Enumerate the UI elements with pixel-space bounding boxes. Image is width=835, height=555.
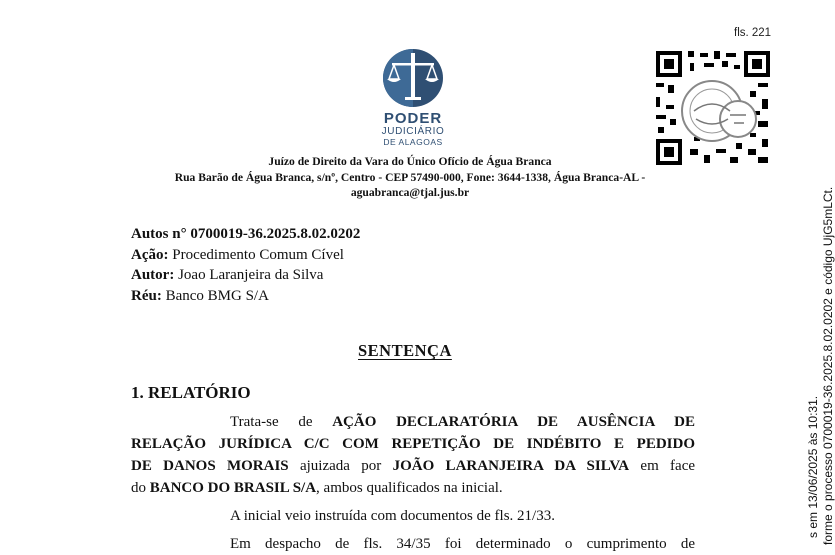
action-label: Ação:: [131, 246, 169, 263]
plaintiff-label: Autor:: [131, 267, 175, 283]
plaintiff-row: [131, 265, 360, 286]
text-run: ajuizada por: [288, 458, 393, 474]
defendant-value: Banco BMG S/A: [165, 287, 269, 304]
court-email: aguabranca@tjal.jus.br: [350, 186, 470, 200]
text-run-bold: DE DANOS MORAIS: [131, 458, 289, 474]
court-name: Juízo de Direito da Vara do Único Ofício de Água Branca: [268, 155, 552, 168]
seal-text-line3: DE ALAGOAS: [383, 137, 443, 147]
text-run: , ambos qualificados na inicial.: [316, 480, 503, 496]
side-validation-line1: s em 13/06/2025 às 10:31.: [806, 395, 820, 538]
court-header: [100, 154, 720, 201]
seal-text-line2: JUDICIÁRIO: [381, 126, 445, 137]
text-run: Trata-se de: [230, 414, 333, 430]
paragraph-2: A inicial veio instruída com documentos de fls. 21/33.: [230, 508, 555, 524]
paragraph-1-line-1: [131, 411, 695, 433]
qr-code-icon: [654, 49, 772, 167]
paragraph-1-line-2: [131, 433, 695, 455]
case-number: 0700019-36.2025.8.02.0202: [190, 226, 361, 242]
defendant-row: [131, 286, 360, 307]
case-number-row: [131, 224, 360, 245]
side-validation-line2: forme o processo 0700019-36.2025.8.02.0202 e código UjG5mLCt.: [821, 186, 835, 545]
section-heading-relatorio: 1. RELATÓRIO: [131, 383, 251, 402]
paragraph-1-line-3: [131, 455, 695, 477]
text-run-bold: JOÃO LARANJEIRA DA SILVA: [392, 458, 630, 474]
page-number: fls. 221: [734, 27, 772, 39]
document-title: SENTENÇA: [358, 341, 452, 360]
judiciary-seal-logo: [370, 47, 456, 157]
scales-of-justice-icon: [370, 47, 456, 109]
seal-text-line1: PODER: [383, 110, 443, 127]
court-address: Rua Barão de Água Branca, s/nº, Centro - CEP 57490-000, Fone: 3644-1338, Água Branca-AL -: [174, 170, 646, 184]
text-run: do: [131, 480, 150, 496]
action-value: Procedimento Comum Cível: [172, 246, 344, 263]
defendant-label: Réu:: [131, 287, 162, 304]
action-row: [131, 245, 360, 266]
text-run-bold: AÇÃO DECLARATÓRIA DE AUSÊNCIA DE: [332, 414, 695, 430]
plaintiff-value: Joao Laranjeira da Silva: [178, 267, 324, 283]
paragraph-3-line-1: Em despacho de fls. 34/35 foi determinado o cumprimento de: [230, 536, 695, 552]
paragraph-1: [131, 411, 695, 499]
document-body: [131, 411, 695, 555]
case-info: [131, 224, 360, 306]
paragraph-3: [131, 533, 695, 555]
text-run-bold: BANCO DO BRASIL S/A: [149, 480, 317, 496]
text-run: em face: [629, 458, 696, 474]
text-run-bold: RELAÇÃO JURÍDICA C/C COM REPETIÇÃO DE INDÉBITO E PEDIDO: [131, 436, 695, 452]
paragraph-1-line-4: [131, 477, 695, 499]
case-number-label: Autos n°: [131, 226, 187, 242]
